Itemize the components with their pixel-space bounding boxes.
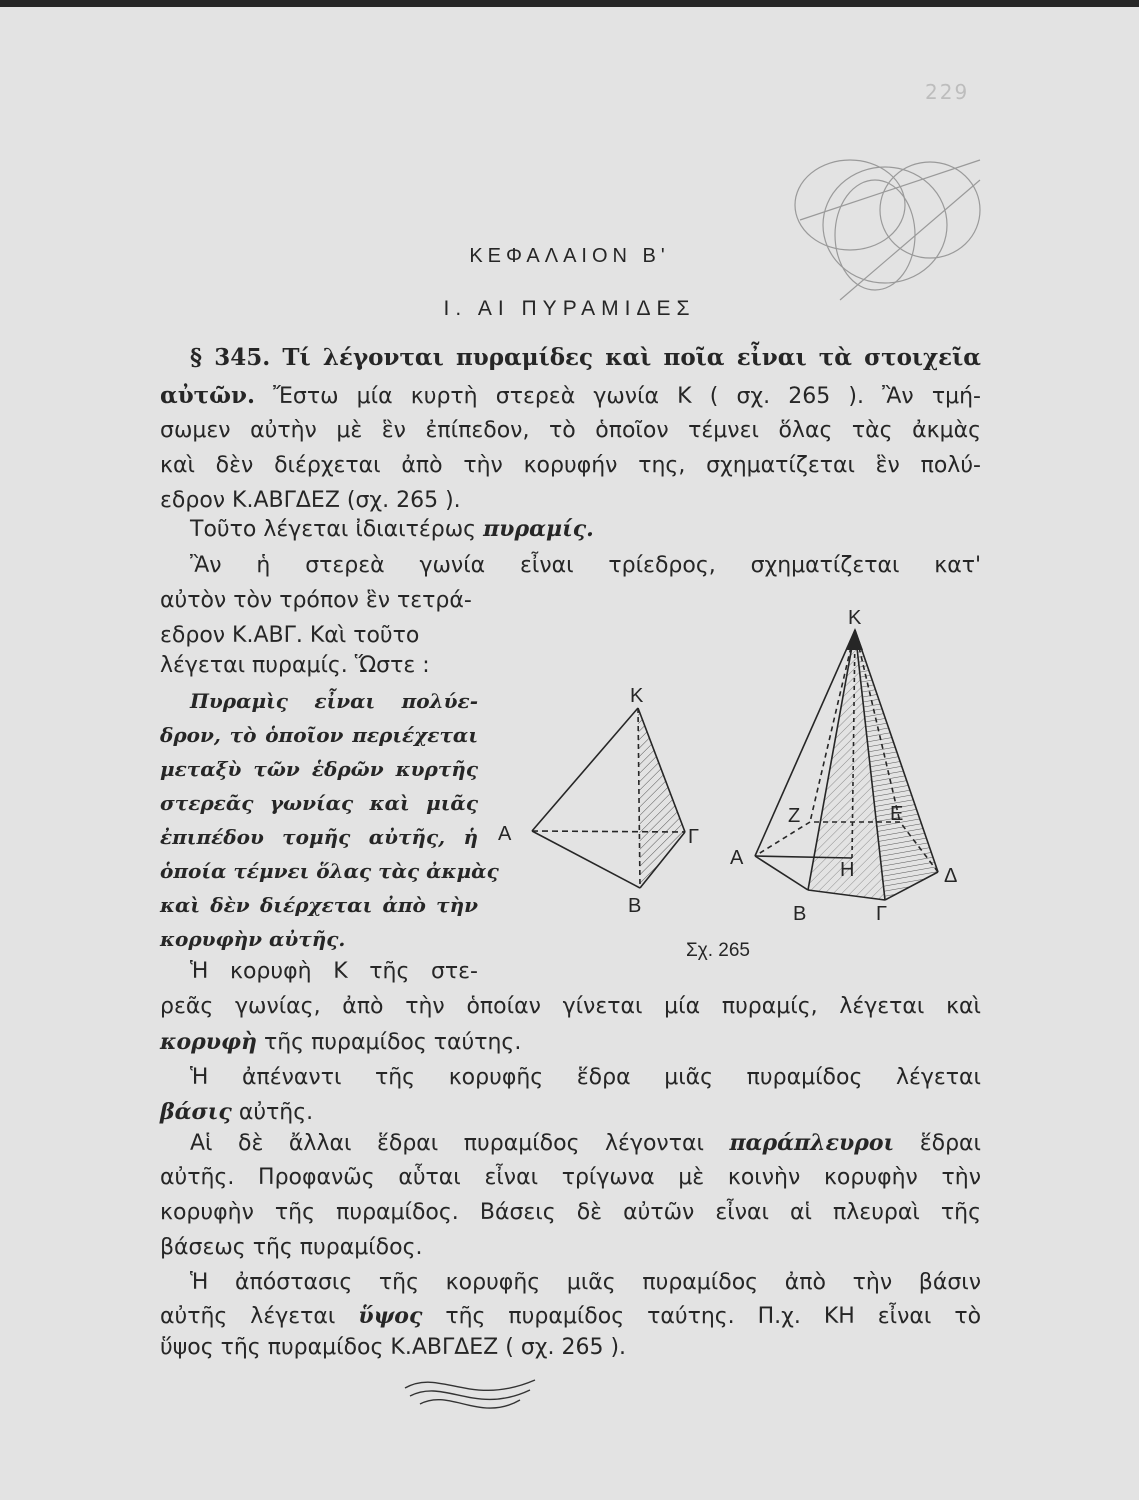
paragraph-line: αὐτῆς λέγεται ὕψος τῆς πυραμίδος ταύτης. Π.χ. ΚΗ εἶναι τὸ xyxy=(160,1303,982,1329)
label-A-small: Α xyxy=(498,823,512,845)
figure-caption: Σχ. 265 xyxy=(686,940,750,961)
label-B-large: Β xyxy=(793,903,807,925)
edge-AB xyxy=(755,856,808,890)
edge-KA xyxy=(532,708,638,831)
definition-line: ὁποία τέμνει ὅλας τὰς ἀκμὰς xyxy=(160,859,499,883)
paragraph-line: Ἡ ἀπέναντι τῆς κορυφῆς ἕδρα μιᾶς πυραμίδος λέγεται xyxy=(190,1065,981,1090)
label-B-small: Β xyxy=(628,895,642,917)
label-G-small: Γ xyxy=(688,826,700,848)
definition-line: μεταξὺ τῶν ἑδρῶν κυρτῆς xyxy=(160,757,478,781)
paragraph-line: ρεᾶς γωνίας, ἀπὸ τὴν ὁποίαν γίνεται μία πυραμίς, λέγεται καὶ xyxy=(160,994,981,1019)
label-K-large: Κ xyxy=(848,607,862,629)
section-title: Ι. ΑΙ ΠΥΡΑΜΙΔΕΣ xyxy=(443,297,696,320)
paragraph-line: Ἂν ἡ στερεὰ γωνία εἶναι τρίεδρος, σχηματίζεται κατ' xyxy=(190,553,981,578)
paragraph-line: Ἡ ἀπόστασις τῆς κορυφῆς μιᾶς πυραμίδος ἀπὸ τὴν βάσιν xyxy=(190,1270,981,1295)
paragraph-line: Ἡ κορυφὴ Κ τῆς στε- xyxy=(190,959,478,984)
chapter-title: ΚΕΦΑΛΑΙΟΝ Β' xyxy=(469,245,670,267)
paragraph-line: κορυφὴ τῆς πυραμίδος ταύτης. xyxy=(160,1029,522,1055)
apex-mark xyxy=(847,628,863,650)
tetrahedron-diagram xyxy=(532,708,685,888)
definition-line: ἐπιπέδου τομῆς αὐτῆς, ἡ xyxy=(160,825,478,849)
paragraph-line: αὐτῶν. Ἔστω μία κυρτὴ στερεὰ γωνία Κ ( σχ. 265 ). Ἂν τμή- xyxy=(160,382,981,409)
paragraph-line: εδρον Κ.ΑΒΓΔΕΖ (σχ. 265 ). xyxy=(160,488,461,513)
term-lateral: παράπλευροι xyxy=(729,1130,895,1156)
scan-top-edge xyxy=(0,0,1139,7)
definition-line: δρον, τὸ ὁποῖον περιέχεται xyxy=(160,723,478,747)
paragraph-line: αὐτῆς. Προφανῶς αὗται εἶναι τρίγωνα μὲ κοινὴν κορυφὴν τὴν xyxy=(160,1165,981,1190)
paragraph-line: κορυφὴν τῆς πυραμίδος. Βάσεις δὲ αὐτῶν εἶναι αἱ πλευραὶ τῆς xyxy=(160,1200,981,1225)
section-heading-end: αὐτῶν. xyxy=(160,382,255,409)
definition-line: καὶ δὲν διέρχεται ἀπὸ τὴν xyxy=(160,893,478,917)
label-E-large: Ε xyxy=(890,803,904,825)
label-D-large: Δ xyxy=(944,865,958,887)
definition-line: κορυφὴν αὐτῆς. xyxy=(160,927,346,951)
term-apex: κορυφὴ xyxy=(160,1029,257,1055)
label-K-small: Κ xyxy=(630,685,644,707)
paragraph-line: βάσεως τῆς πυραμίδος. xyxy=(160,1235,423,1260)
edge-AB xyxy=(532,831,640,888)
paragraph-line: αὐτὸν τὸν τρόπον ἓν τετρά- xyxy=(160,588,472,613)
figure-265-pyramids xyxy=(490,600,990,980)
definition-line: στερεᾶς γωνίας καὶ μιᾶς xyxy=(160,791,478,815)
page-number: 229 xyxy=(925,80,970,104)
paragraph-line: εδρον Κ.ΑΒΓ. Καὶ τοῦτο xyxy=(160,623,420,648)
end-flourish xyxy=(400,1368,540,1428)
paragraph-line: σωμεν αὐτὴν μὲ ἓν ἐπίπεδον, τὸ ὁποῖον τέμνει ὅλας τὰς ἀκμὰς xyxy=(160,418,981,443)
label-A-large: Α xyxy=(730,847,744,869)
label-Z-large: Ζ xyxy=(788,805,801,827)
label-G-large: Γ xyxy=(876,903,888,925)
pencil-scribble xyxy=(780,140,990,310)
term-base: βάσις xyxy=(160,1099,232,1125)
paragraph-line: λέγεται πυραμίς. Ὥστε : xyxy=(160,653,430,678)
edge-AG xyxy=(532,831,685,832)
definition-line: Πυραμὶς εἶναι πολύε- xyxy=(190,689,478,713)
paragraph-line: βάσις αὐτῆς. xyxy=(160,1099,314,1125)
paragraph-line: Τοῦτο λέγεται ἰδιαιτέρως πυραμίς. xyxy=(190,516,594,542)
paragraph-line: Αἱ δὲ ἄλλαι ἕδραι πυραμίδος λέγονται παράπλευροι ἕδραι xyxy=(190,1130,981,1156)
paragraph-line: ὕψος τῆς πυραμίδος Κ.ΑΒΓΔΕΖ ( σχ. 265 ). xyxy=(160,1335,627,1360)
paragraph-line: καὶ δὲν διέρχεται ἀπὸ τὴν κορυφήν της, σχηματίζεται ἓν πολύ- xyxy=(160,453,981,478)
label-H-large: Η xyxy=(840,859,855,881)
term-height: ὕψος xyxy=(358,1303,423,1329)
section-heading: § 345. Τί λέγονται πυραμίδες καὶ ποῖα εἶναι τὰ στοιχεῖα xyxy=(190,344,981,371)
term-pyramid: πυραμίς. xyxy=(483,516,594,542)
